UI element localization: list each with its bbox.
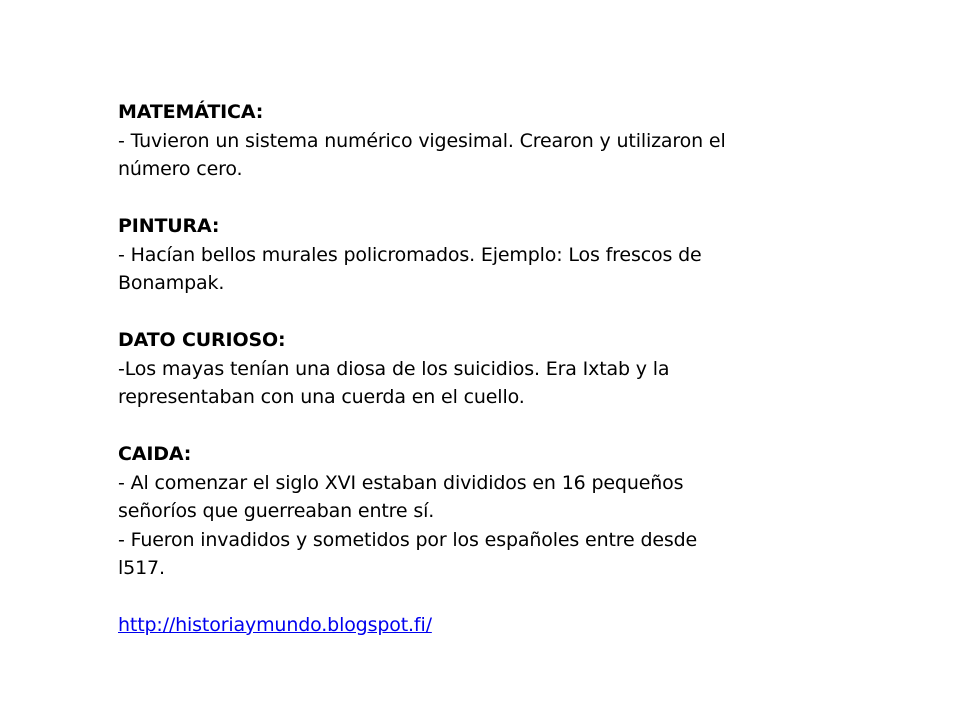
section-heading-matematica: MATEMÁTICA:	[118, 101, 264, 123]
section-text-pintura: - Hacían bellos murales policromados. Ejemplo: Los frescos de Bonampak.	[118, 243, 702, 294]
section-text-matematica: - Tuvieron un sistema numérico vigesimal. Crearon y utilizaron el número cero.	[118, 129, 726, 180]
text-body	[118, 98, 738, 640]
section-heading-caida: CAIDA:	[118, 443, 192, 465]
spacer	[118, 412, 738, 441]
spacer	[118, 298, 738, 327]
section-text-caida-2: - Fueron invadidos y sometidos por los españoles entre desde l517.	[118, 528, 698, 579]
section-heading-dato-curioso: DATO CURIOSO:	[118, 329, 286, 351]
section-heading-pintura: PINTURA:	[118, 215, 220, 237]
spacer	[118, 184, 738, 213]
source-link[interactable]: http://historiaymundo.blogspot.fi/	[118, 614, 432, 636]
section-text-caida-1: - Al comenzar el siglo XVI estaban divididos en 16 pequeños señoríos que guerreaban entre sí.	[118, 471, 684, 522]
section-text-dato-curioso: -Los mayas tenían una diosa de los suicidios. Era Ixtab y la representaban con una cuerda en el cuello.	[118, 357, 670, 408]
source-link-line	[118, 611, 738, 640]
spacer	[118, 583, 738, 612]
